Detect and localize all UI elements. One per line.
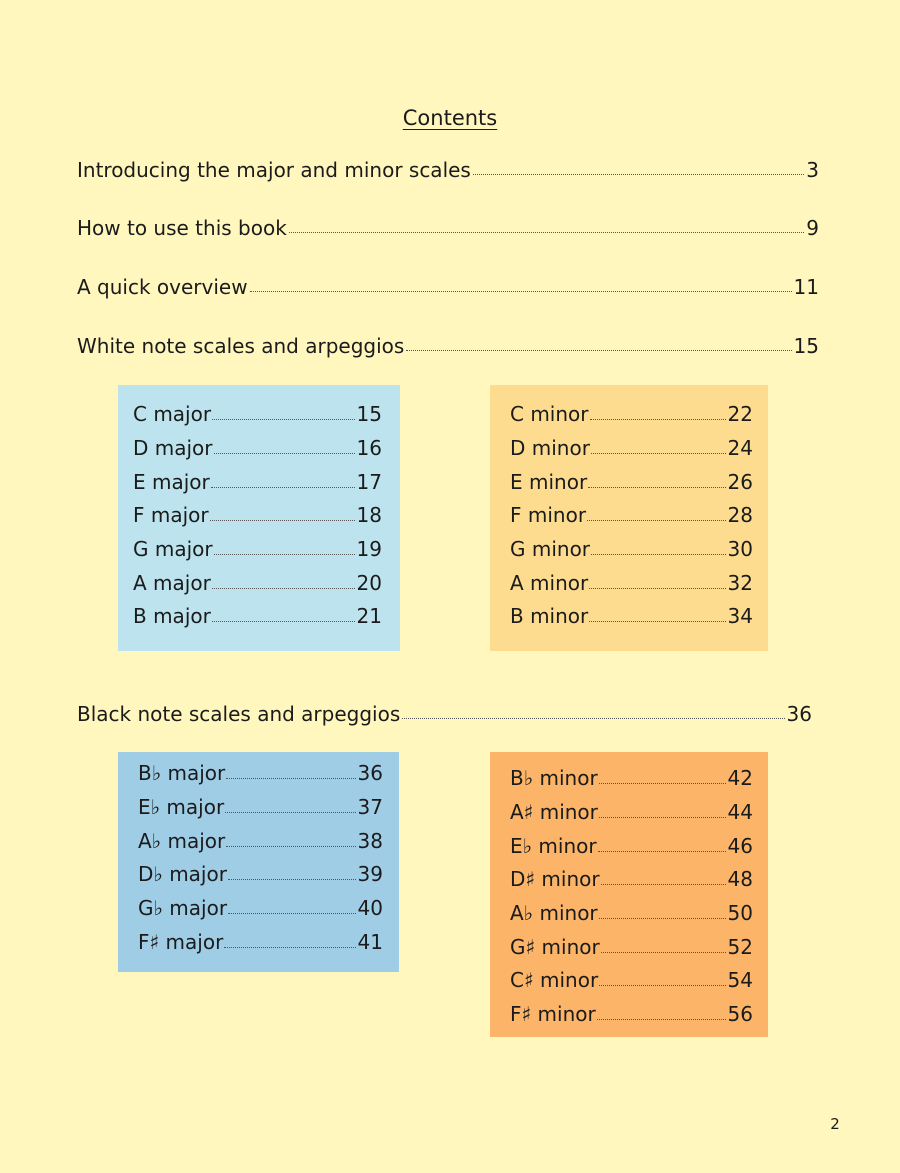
dot-leader	[599, 917, 726, 919]
scale-page: 32	[727, 571, 753, 595]
scale-page: 40	[357, 896, 383, 920]
toc-entry-white-note[interactable]	[77, 328, 819, 358]
scale-page: 41	[357, 930, 383, 954]
scale-row[interactable]	[133, 602, 382, 628]
scale-page: 16	[356, 436, 382, 460]
dot-leader	[214, 553, 355, 555]
dot-leader	[587, 519, 726, 521]
toc-entry-page: 11	[793, 275, 819, 299]
scale-row[interactable]	[510, 798, 753, 824]
scale-page: 26	[727, 470, 753, 494]
dot-leader	[250, 290, 792, 292]
scale-label: C minor	[510, 402, 589, 426]
scale-label: C major	[133, 402, 212, 426]
scale-row[interactable]	[510, 535, 753, 561]
scale-row[interactable]	[138, 827, 383, 853]
dot-leader	[591, 553, 726, 555]
scale-page: 48	[727, 867, 753, 891]
scale-page: 52	[727, 935, 753, 959]
scale-label: G minor	[510, 537, 591, 561]
scale-page: 46	[727, 834, 753, 858]
scale-label: E♭ minor	[510, 834, 597, 858]
scale-page: 15	[356, 402, 382, 426]
scale-row[interactable]	[138, 894, 383, 920]
scale-label: A minor	[510, 571, 589, 595]
scale-page: 18	[356, 503, 382, 527]
scale-row[interactable]	[510, 865, 753, 891]
toc-entry-black-note[interactable]	[77, 696, 812, 726]
dot-leader	[224, 946, 355, 948]
scale-row[interactable]	[510, 764, 753, 790]
scale-page: 24	[727, 436, 753, 460]
dot-leader	[226, 845, 355, 847]
dot-leader	[589, 587, 725, 589]
scale-row[interactable]	[510, 400, 753, 426]
dot-leader	[599, 816, 726, 818]
dot-leader	[289, 231, 804, 233]
scale-label: E minor	[510, 470, 588, 494]
scale-label: B minor	[510, 604, 589, 628]
scale-page: 20	[356, 571, 382, 595]
scale-page: 56	[727, 1002, 753, 1026]
dot-leader	[601, 883, 726, 885]
dot-leader	[214, 452, 355, 454]
scale-label: E major	[133, 470, 210, 494]
dot-leader	[599, 782, 726, 784]
dot-leader	[226, 777, 355, 779]
white-major-box	[118, 385, 400, 651]
dot-leader	[597, 1018, 726, 1020]
scale-label: E♭ major	[138, 795, 225, 819]
toc-entry-label: Introducing the major and minor scales	[77, 158, 471, 182]
scale-label: A♯ minor	[510, 800, 598, 824]
scale-row[interactable]	[138, 928, 383, 954]
scale-row[interactable]	[510, 899, 753, 925]
page-number: 2	[830, 1115, 840, 1133]
page-title: Contents	[402, 106, 498, 130]
scale-row[interactable]	[510, 966, 753, 992]
toc-entry-how-to-use[interactable]	[77, 210, 819, 240]
scale-label: D♯ minor	[510, 867, 600, 891]
toc-entry-label: How to use this book	[77, 216, 287, 240]
dot-leader	[212, 418, 354, 420]
dot-leader	[589, 620, 725, 622]
toc-entry-page: 9	[806, 216, 819, 240]
scale-label: F♯ minor	[510, 1002, 596, 1026]
black-major-box	[118, 752, 399, 972]
dot-leader	[601, 951, 726, 953]
scale-row[interactable]	[133, 434, 382, 460]
scale-row[interactable]	[133, 569, 382, 595]
dot-leader	[406, 349, 791, 351]
scale-row[interactable]	[510, 468, 753, 494]
scale-row[interactable]	[138, 759, 383, 785]
scale-row[interactable]	[510, 832, 753, 858]
dot-leader	[228, 878, 356, 880]
scale-row[interactable]	[510, 434, 753, 460]
scale-row[interactable]	[510, 933, 753, 959]
scale-label: A major	[133, 571, 211, 595]
scale-page: 22	[727, 402, 753, 426]
scale-label: D major	[133, 436, 213, 460]
scale-label: A♭ major	[138, 829, 226, 853]
scale-row[interactable]	[510, 569, 753, 595]
toc-entry-label: Black note scales and arpeggios	[77, 702, 401, 726]
scale-row[interactable]	[133, 400, 382, 426]
dot-leader	[212, 620, 355, 622]
dot-leader	[598, 850, 726, 852]
scale-page: 44	[727, 800, 753, 824]
scale-row[interactable]	[133, 468, 382, 494]
dot-leader	[590, 418, 726, 420]
scale-page: 17	[356, 470, 382, 494]
scale-label: G major	[133, 537, 213, 561]
scale-row[interactable]	[510, 501, 753, 527]
scale-label: C♯ minor	[510, 968, 599, 992]
scale-page: 19	[356, 537, 382, 561]
toc-entry-label: White note scales and arpeggios	[77, 334, 405, 358]
scale-row[interactable]	[510, 602, 753, 628]
scale-row[interactable]	[510, 1000, 753, 1026]
scale-page: 38	[357, 829, 383, 853]
dot-leader	[402, 717, 784, 719]
scale-page: 36	[357, 761, 383, 785]
toc-entry-page: 36	[786, 702, 812, 726]
scale-page: 54	[727, 968, 753, 992]
white-minor-box	[490, 385, 768, 651]
scale-label: G♯ minor	[510, 935, 600, 959]
scale-label: F minor	[510, 503, 587, 527]
scale-row[interactable]	[133, 501, 382, 527]
dot-leader	[210, 519, 355, 521]
scale-label: B♭ minor	[510, 766, 598, 790]
dot-leader	[211, 486, 355, 488]
toc-entry-label: A quick overview	[77, 275, 248, 299]
scale-row[interactable]	[133, 535, 382, 561]
scale-page: 28	[727, 503, 753, 527]
scale-page: 39	[357, 862, 383, 886]
scale-label: D minor	[510, 436, 590, 460]
black-minor-box	[490, 752, 768, 1037]
dot-leader	[591, 452, 726, 454]
dot-leader	[228, 912, 356, 914]
dot-leader	[599, 984, 725, 986]
scale-row[interactable]	[138, 793, 383, 819]
toc-entry-introducing[interactable]	[77, 152, 819, 182]
scale-page: 50	[727, 901, 753, 925]
scale-label: F major	[133, 503, 209, 527]
dot-leader	[588, 486, 725, 488]
scale-page: 34	[727, 604, 753, 628]
dot-leader	[212, 587, 355, 589]
scale-page: 21	[356, 604, 382, 628]
scale-label: B♭ major	[138, 761, 226, 785]
scale-page: 42	[727, 766, 753, 790]
scale-label: D♭ major	[138, 862, 227, 886]
scale-label: F♯ major	[138, 930, 224, 954]
scale-label: A♭ minor	[510, 901, 598, 925]
toc-entry-page: 15	[793, 334, 819, 358]
scale-row[interactable]	[138, 860, 383, 886]
scale-page: 30	[727, 537, 753, 561]
scale-label: G♭ major	[138, 896, 228, 920]
scale-label: B major	[133, 604, 211, 628]
toc-entry-page: 3	[806, 158, 819, 182]
dot-leader	[225, 811, 355, 813]
toc-entry-quick-overview[interactable]	[77, 269, 819, 299]
scale-page: 37	[357, 795, 383, 819]
dot-leader	[473, 173, 804, 175]
